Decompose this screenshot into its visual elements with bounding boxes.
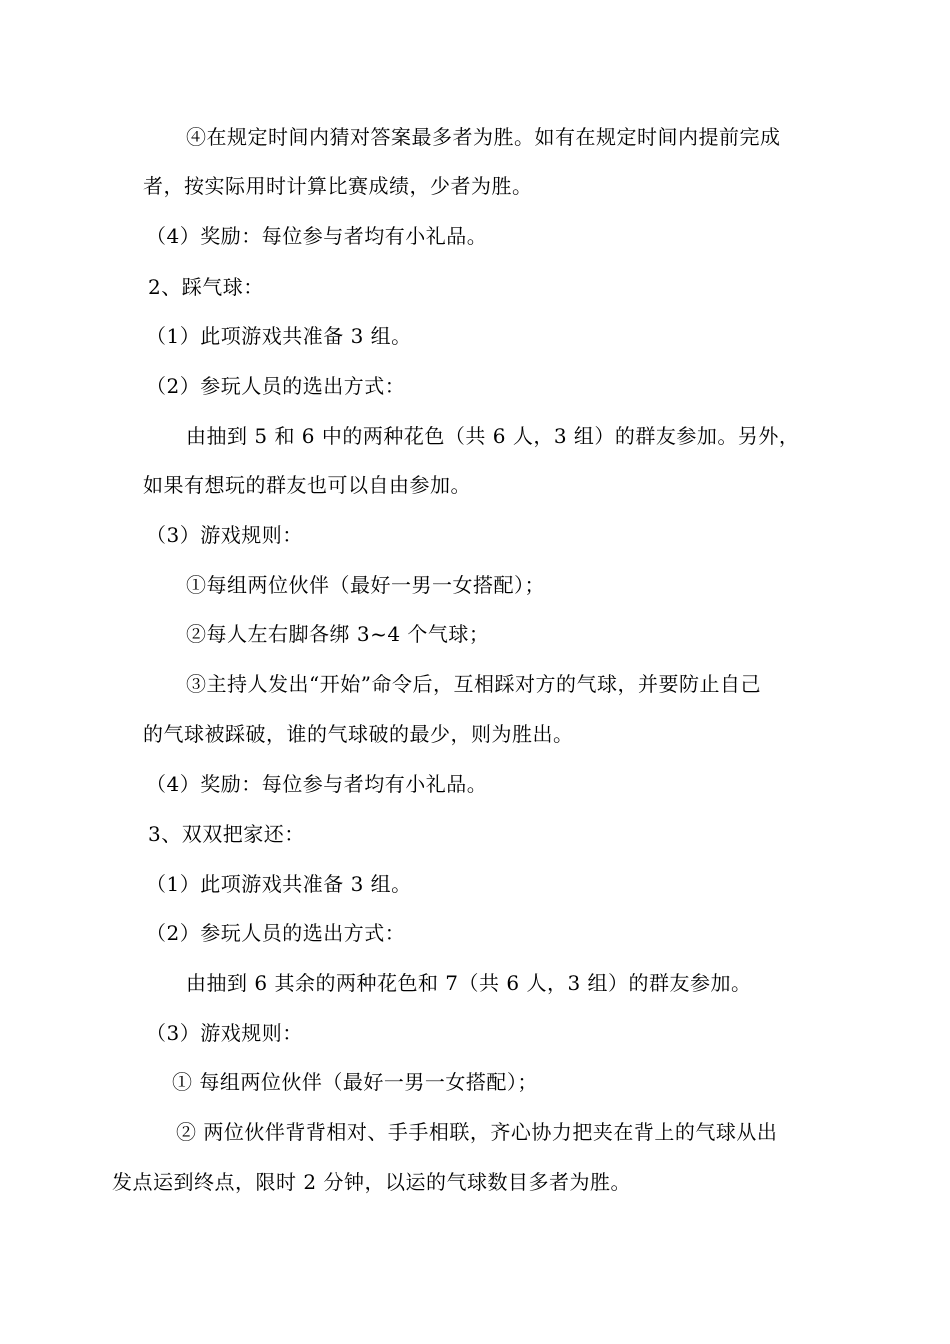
text-line-16: （1）此项游戏共准备 3 组。: [146, 872, 412, 896]
text-line-12: ③主持人发出“开始”命令后，互相踩对方的气球，并要防止自己: [186, 672, 761, 696]
text-line-5: （1）此项游戏共准备 3 组。: [146, 324, 412, 348]
text-line-9: （3）游戏规则：: [146, 523, 303, 547]
text-line-7: 由抽到 5 和 6 中的两种花色（共 6 人，3 组）的群友参加。另外，: [186, 424, 800, 448]
text-line-17: （2）参玩人员的选出方式：: [146, 921, 406, 945]
text-line-11: ②每人左右脚各绑 3~4 个气球；: [186, 622, 490, 646]
text-line-14: （4）奖励：每位参与者均有小礼品。: [146, 772, 488, 796]
text-line-18: 由抽到 6 其余的两种花色和 7（共 6 人，3 组）的群友参加。: [186, 971, 752, 995]
text-line-2: 者，按实际用时计算比赛成绩，少者为胜。: [143, 174, 533, 198]
text-line-6: （2）参玩人员的选出方式：: [146, 374, 406, 398]
text-line-10: ①每组两位伙伴（最好一男一女搭配）；: [186, 573, 545, 597]
text-line-21: ② 两位伙伴背背相对、手手相联，齐心协力把夹在背上的气球从出: [176, 1120, 778, 1144]
text-line-1: ④在规定时间内猜对答案最多者为胜。如有在规定时间内提前完成: [186, 125, 781, 149]
text-line-13: 的气球被踩破，谁的气球破的最少，则为胜出。: [143, 722, 574, 746]
text-line-20: ① 每组两位伙伴（最好一男一女搭配）；: [172, 1070, 538, 1094]
text-line-22: 发点运到终点，限时 2 分钟，以运的气球数目多者为胜。: [112, 1170, 631, 1194]
section-heading-2: 2、踩气球：: [148, 275, 264, 299]
text-line-19: （3）游戏规则：: [146, 1021, 303, 1045]
text-line-8: 如果有想玩的群友也可以自由参加。: [143, 473, 471, 497]
text-line-3: （4）奖励：每位参与者均有小礼品。: [146, 224, 488, 248]
section-heading-3: 3、双双把家还：: [148, 822, 305, 846]
